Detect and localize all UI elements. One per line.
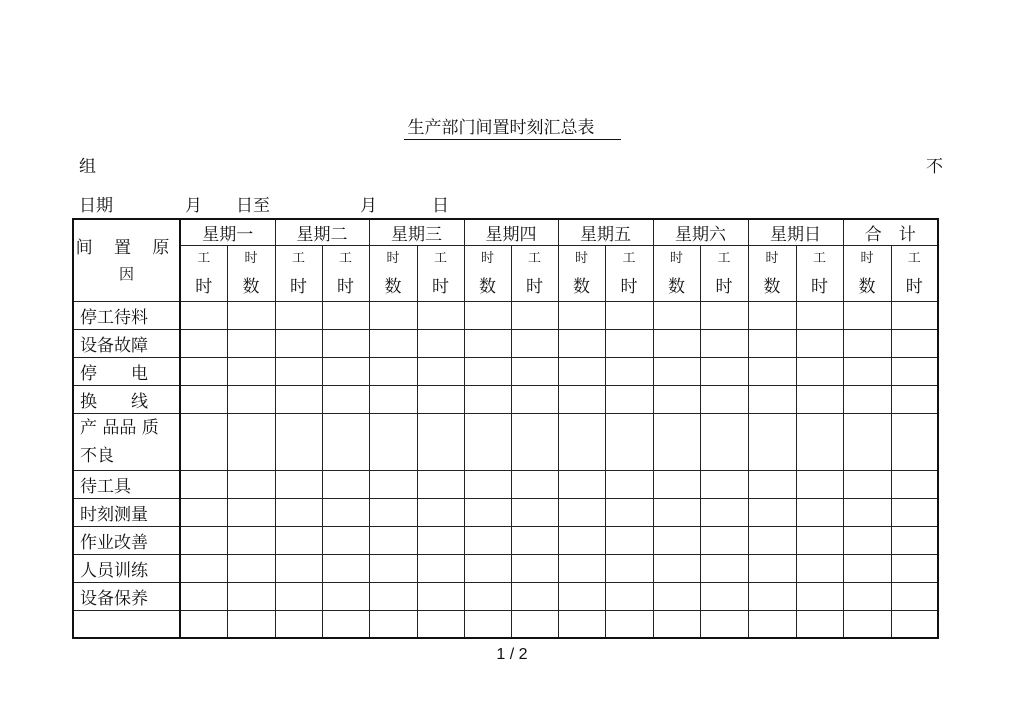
data-cell[interactable] xyxy=(369,330,417,358)
data-cell[interactable] xyxy=(653,330,700,358)
header-row-days xyxy=(73,219,938,246)
data-cell[interactable] xyxy=(796,386,843,414)
data-cell[interactable] xyxy=(843,555,891,583)
data-cell[interactable] xyxy=(369,611,417,638)
data-cell[interactable] xyxy=(700,386,748,414)
table-row xyxy=(73,611,938,638)
unit-header-top: 时 xyxy=(386,250,400,266)
unit-header-cell xyxy=(843,246,891,302)
day-header-total: 合 计 xyxy=(843,219,938,246)
data-cell[interactable] xyxy=(464,358,511,386)
data-cell[interactable] xyxy=(653,499,700,527)
data-cell[interactable] xyxy=(417,471,464,499)
unit-header-cell xyxy=(180,246,227,302)
data-cell[interactable] xyxy=(891,302,938,330)
data-cell[interactable] xyxy=(891,386,938,414)
data-cell[interactable] xyxy=(275,555,322,583)
unit-header-bottom: 时 xyxy=(620,276,638,297)
data-cell[interactable] xyxy=(227,583,275,611)
data-cell[interactable] xyxy=(843,414,891,471)
data-cell[interactable] xyxy=(653,527,700,555)
data-cell[interactable] xyxy=(511,527,558,555)
data-cell[interactable] xyxy=(891,358,938,386)
data-cell[interactable] xyxy=(417,358,464,386)
data-cell[interactable] xyxy=(605,611,653,638)
unit-header-bottom: 时 xyxy=(526,276,543,297)
data-cell[interactable] xyxy=(322,302,369,330)
data-cell[interactable] xyxy=(748,471,796,499)
reason-cell xyxy=(73,330,180,358)
reason-cell xyxy=(73,471,180,499)
data-cell[interactable] xyxy=(748,583,796,611)
corner-cell xyxy=(73,219,180,302)
unit-header-top: 工 xyxy=(717,250,731,266)
data-cell[interactable] xyxy=(796,302,843,330)
data-cell[interactable] xyxy=(417,611,464,638)
data-cell[interactable] xyxy=(843,499,891,527)
unit-header-bottom: 时 xyxy=(715,276,733,297)
data-cell[interactable] xyxy=(558,471,605,499)
data-cell[interactable] xyxy=(511,386,558,414)
table-row xyxy=(73,583,938,611)
unit-header-bottom: 数 xyxy=(384,276,402,297)
data-cell[interactable] xyxy=(558,499,605,527)
data-cell[interactable] xyxy=(700,471,748,499)
table-row xyxy=(73,330,938,358)
data-cell[interactable] xyxy=(275,471,322,499)
unit-header-cell xyxy=(227,246,275,302)
unit-header-cell xyxy=(796,246,843,302)
data-cell[interactable] xyxy=(180,583,227,611)
data-cell[interactable] xyxy=(322,611,369,638)
data-cell[interactable] xyxy=(700,414,748,471)
data-cell[interactable] xyxy=(653,583,700,611)
data-cell[interactable] xyxy=(891,471,938,499)
header-row-units xyxy=(73,246,938,302)
data-cell[interactable] xyxy=(511,611,558,638)
data-cell[interactable] xyxy=(558,583,605,611)
data-cell[interactable] xyxy=(322,414,369,471)
unit-header-top: 工 xyxy=(338,250,352,266)
date-month2: 月 xyxy=(360,196,377,216)
data-cell[interactable] xyxy=(558,555,605,583)
data-cell[interactable] xyxy=(891,330,938,358)
data-cell[interactable] xyxy=(843,358,891,386)
reason-cell xyxy=(73,527,180,555)
unit-header-top: 工 xyxy=(197,250,211,266)
reason-cell xyxy=(73,414,180,471)
unit-header-cell xyxy=(748,246,796,302)
unit-header-bottom: 数 xyxy=(858,276,876,297)
data-cell[interactable] xyxy=(891,611,938,638)
data-cell[interactable] xyxy=(275,583,322,611)
data-cell[interactable] xyxy=(653,555,700,583)
reason-label: 换 线 xyxy=(80,392,148,412)
unit-header-cell xyxy=(417,246,464,302)
date-month1: 月 xyxy=(185,196,202,216)
data-cell[interactable] xyxy=(796,471,843,499)
data-cell[interactable] xyxy=(464,414,511,471)
unit-header-cell xyxy=(700,246,748,302)
unit-header-top: 工 xyxy=(907,250,921,266)
data-cell[interactable] xyxy=(605,527,653,555)
day-header: 星期日 xyxy=(748,219,843,246)
data-cell[interactable] xyxy=(464,583,511,611)
reason-cell xyxy=(73,499,180,527)
data-cell[interactable] xyxy=(891,414,938,471)
unit-header-top: 工 xyxy=(433,250,447,266)
data-cell[interactable] xyxy=(653,302,700,330)
downtime-summary-table xyxy=(72,218,939,639)
corner-line1: 间 置 原 xyxy=(75,237,178,258)
data-cell[interactable] xyxy=(417,330,464,358)
date-day2: 日 xyxy=(432,196,449,216)
unit-header-bottom: 数 xyxy=(479,276,496,297)
data-cell[interactable] xyxy=(558,611,605,638)
data-cell[interactable] xyxy=(180,611,227,638)
unit-header-bottom: 数 xyxy=(573,276,590,297)
data-cell[interactable] xyxy=(464,302,511,330)
data-cell[interactable] xyxy=(653,386,700,414)
data-cell[interactable] xyxy=(227,414,275,471)
data-cell[interactable] xyxy=(369,499,417,527)
data-cell[interactable] xyxy=(322,555,369,583)
unit-header-top: 时 xyxy=(574,250,588,266)
data-cell[interactable] xyxy=(511,555,558,583)
data-cell[interactable] xyxy=(605,583,653,611)
data-cell[interactable] xyxy=(891,527,938,555)
data-cell[interactable] xyxy=(275,358,322,386)
unit-header-bottom: 数 xyxy=(668,276,685,297)
data-cell[interactable] xyxy=(417,414,464,471)
data-cell[interactable] xyxy=(511,471,558,499)
data-cell[interactable] xyxy=(796,499,843,527)
data-cell[interactable] xyxy=(558,358,605,386)
data-cell[interactable] xyxy=(700,499,748,527)
data-cell[interactable] xyxy=(700,302,748,330)
data-cell[interactable] xyxy=(322,330,369,358)
data-cell[interactable] xyxy=(558,302,605,330)
data-cell[interactable] xyxy=(227,527,275,555)
unit-header-top: 工 xyxy=(527,250,541,266)
reason-label: 产 品品 质 xyxy=(80,418,159,438)
unit-header-cell xyxy=(275,246,322,302)
data-cell[interactable] xyxy=(464,386,511,414)
data-cell[interactable] xyxy=(605,302,653,330)
day-header: 星期一 xyxy=(180,219,275,246)
data-cell[interactable] xyxy=(369,527,417,555)
reason-cell xyxy=(73,358,180,386)
data-cell[interactable] xyxy=(322,471,369,499)
data-cell[interactable] xyxy=(180,499,227,527)
unit-header-top: 时 xyxy=(244,250,258,266)
unit-header-top: 工 xyxy=(622,250,636,266)
data-cell[interactable] xyxy=(796,583,843,611)
data-cell[interactable] xyxy=(748,330,796,358)
day-header: 星期四 xyxy=(464,219,558,246)
data-cell[interactable] xyxy=(180,555,227,583)
data-cell[interactable] xyxy=(275,414,322,471)
data-cell[interactable] xyxy=(275,386,322,414)
table-row xyxy=(73,499,938,527)
data-cell[interactable] xyxy=(653,414,700,471)
data-cell[interactable] xyxy=(227,471,275,499)
unit-header-bottom: 数 xyxy=(763,276,781,297)
unit-header-top: 工 xyxy=(291,250,305,266)
unit-header-bottom: 时 xyxy=(905,276,923,297)
day-header: 星期五 xyxy=(558,219,653,246)
reason-label: 作业改善 xyxy=(80,533,148,553)
data-cell[interactable] xyxy=(369,358,417,386)
data-cell[interactable] xyxy=(180,302,227,330)
data-cell[interactable] xyxy=(700,330,748,358)
data-cell[interactable] xyxy=(322,358,369,386)
data-cell[interactable] xyxy=(417,499,464,527)
data-cell[interactable] xyxy=(748,358,796,386)
data-cell[interactable] xyxy=(369,386,417,414)
data-cell[interactable] xyxy=(843,302,891,330)
data-cell[interactable] xyxy=(748,527,796,555)
unit-header-cell xyxy=(558,246,605,302)
document-title xyxy=(0,113,1024,138)
data-cell[interactable] xyxy=(653,471,700,499)
data-cell[interactable] xyxy=(558,527,605,555)
data-cell[interactable] xyxy=(275,302,322,330)
unit-header-cell xyxy=(605,246,653,302)
unit-header-top: 时 xyxy=(765,250,779,266)
data-cell[interactable] xyxy=(227,555,275,583)
date-day-to: 日至 xyxy=(236,196,270,216)
data-cell[interactable] xyxy=(417,386,464,414)
table-row xyxy=(73,471,938,499)
reason-label-line2: 不良 xyxy=(80,446,114,466)
data-cell[interactable] xyxy=(275,499,322,527)
data-cell[interactable] xyxy=(180,330,227,358)
day-header: 星期六 xyxy=(653,219,748,246)
data-cell[interactable] xyxy=(843,583,891,611)
table-row xyxy=(73,358,938,386)
data-cell[interactable] xyxy=(796,330,843,358)
reason-cell xyxy=(73,302,180,330)
reason-label: 时刻测量 xyxy=(80,505,148,525)
data-cell[interactable] xyxy=(369,583,417,611)
unit-header-top: 时 xyxy=(860,250,874,266)
table-row xyxy=(73,555,938,583)
unit-header-bottom: 时 xyxy=(432,276,449,297)
data-cell[interactable] xyxy=(748,386,796,414)
unit-header-bottom: 时 xyxy=(195,276,213,297)
data-cell[interactable] xyxy=(843,527,891,555)
data-cell[interactable] xyxy=(322,527,369,555)
data-cell[interactable] xyxy=(511,330,558,358)
day-header: 星期三 xyxy=(369,219,464,246)
data-cell[interactable] xyxy=(417,527,464,555)
data-cell[interactable] xyxy=(605,414,653,471)
data-cell[interactable] xyxy=(464,471,511,499)
unit-header-cell xyxy=(464,246,511,302)
data-cell[interactable] xyxy=(227,499,275,527)
data-cell[interactable] xyxy=(796,358,843,386)
unit-header-top: 工 xyxy=(812,250,826,266)
table-row xyxy=(73,527,938,555)
data-cell[interactable] xyxy=(700,358,748,386)
data-cell[interactable] xyxy=(843,471,891,499)
data-cell[interactable] xyxy=(605,358,653,386)
data-cell[interactable] xyxy=(180,414,227,471)
reason-cell xyxy=(73,583,180,611)
unit-header-cell xyxy=(369,246,417,302)
title-text: 生产部门间置时刻汇总表 xyxy=(407,118,595,138)
data-cell[interactable] xyxy=(511,302,558,330)
reason-cell xyxy=(73,555,180,583)
data-cell[interactable] xyxy=(558,330,605,358)
data-cell[interactable] xyxy=(511,583,558,611)
data-cell[interactable] xyxy=(369,555,417,583)
corner-line2: 因 xyxy=(118,264,134,283)
right-label: 不 xyxy=(926,157,943,177)
data-cell[interactable] xyxy=(748,414,796,471)
day-header: 星期二 xyxy=(275,219,369,246)
data-cell[interactable] xyxy=(748,555,796,583)
data-cell[interactable] xyxy=(464,611,511,638)
data-cell[interactable] xyxy=(605,386,653,414)
reason-label: 人员训练 xyxy=(80,561,148,581)
data-cell[interactable] xyxy=(700,583,748,611)
data-cell[interactable] xyxy=(700,527,748,555)
data-cell[interactable] xyxy=(227,302,275,330)
data-cell[interactable] xyxy=(417,555,464,583)
unit-header-cell xyxy=(511,246,558,302)
reason-label: 设备故障 xyxy=(80,336,148,356)
data-cell[interactable] xyxy=(275,611,322,638)
data-cell[interactable] xyxy=(653,358,700,386)
data-cell[interactable] xyxy=(322,499,369,527)
data-cell[interactable] xyxy=(180,527,227,555)
data-cell[interactable] xyxy=(700,611,748,638)
date-label: 日期 xyxy=(79,196,113,216)
table-row xyxy=(73,386,938,414)
data-cell[interactable] xyxy=(180,471,227,499)
data-cell[interactable] xyxy=(464,330,511,358)
unit-header-top: 时 xyxy=(480,250,494,266)
data-cell[interactable] xyxy=(180,358,227,386)
data-cell[interactable] xyxy=(748,611,796,638)
group-label: 组 xyxy=(79,157,96,177)
data-cell[interactable] xyxy=(227,611,275,638)
data-cell[interactable] xyxy=(891,555,938,583)
data-cell[interactable] xyxy=(796,527,843,555)
data-cell[interactable] xyxy=(653,611,700,638)
data-cell[interactable] xyxy=(511,499,558,527)
data-cell[interactable] xyxy=(417,583,464,611)
page-number: 1 / 2 xyxy=(496,646,528,663)
unit-header-bottom: 数 xyxy=(242,276,260,297)
unit-header-cell xyxy=(322,246,369,302)
data-cell[interactable] xyxy=(891,583,938,611)
data-cell[interactable] xyxy=(605,555,653,583)
data-cell[interactable] xyxy=(748,499,796,527)
data-cell[interactable] xyxy=(275,527,322,555)
data-cell[interactable] xyxy=(748,302,796,330)
data-cell[interactable] xyxy=(417,302,464,330)
unit-header-bottom: 时 xyxy=(337,276,354,297)
data-cell[interactable] xyxy=(275,330,322,358)
table-row xyxy=(73,302,938,330)
data-cell[interactable] xyxy=(464,555,511,583)
data-cell[interactable] xyxy=(796,611,843,638)
data-cell[interactable] xyxy=(227,358,275,386)
data-cell[interactable] xyxy=(227,330,275,358)
data-cell[interactable] xyxy=(796,414,843,471)
unit-header-cell xyxy=(653,246,700,302)
data-cell[interactable] xyxy=(605,330,653,358)
unit-header-cell xyxy=(891,246,938,302)
reason-cell xyxy=(73,611,180,638)
data-cell[interactable] xyxy=(227,386,275,414)
data-cell[interactable] xyxy=(511,414,558,471)
data-cell[interactable] xyxy=(180,386,227,414)
reason-cell xyxy=(73,386,180,414)
data-cell[interactable] xyxy=(369,414,417,471)
reason-label: 设备保养 xyxy=(80,589,148,609)
data-cell[interactable] xyxy=(369,471,417,499)
unit-header-bottom: 时 xyxy=(811,276,828,297)
data-cell[interactable] xyxy=(700,555,748,583)
reason-label: 待工具 xyxy=(80,477,131,497)
data-cell[interactable] xyxy=(464,499,511,527)
data-cell[interactable] xyxy=(558,386,605,414)
data-cell[interactable] xyxy=(843,386,891,414)
data-cell[interactable] xyxy=(511,358,558,386)
unit-header-bottom: 时 xyxy=(290,276,307,297)
data-cell[interactable] xyxy=(605,471,653,499)
data-cell[interactable] xyxy=(322,583,369,611)
data-cell[interactable] xyxy=(322,386,369,414)
data-cell[interactable] xyxy=(796,555,843,583)
data-cell[interactable] xyxy=(558,414,605,471)
data-cell[interactable] xyxy=(891,499,938,527)
data-cell[interactable] xyxy=(843,611,891,638)
data-cell[interactable] xyxy=(605,499,653,527)
data-cell[interactable] xyxy=(369,302,417,330)
data-cell[interactable] xyxy=(843,330,891,358)
table-row xyxy=(73,414,938,471)
reason-label: 停工待料 xyxy=(80,308,148,328)
data-cell[interactable] xyxy=(464,527,511,555)
reason-label: 停 电 xyxy=(80,364,148,384)
unit-header-top: 时 xyxy=(669,250,683,266)
